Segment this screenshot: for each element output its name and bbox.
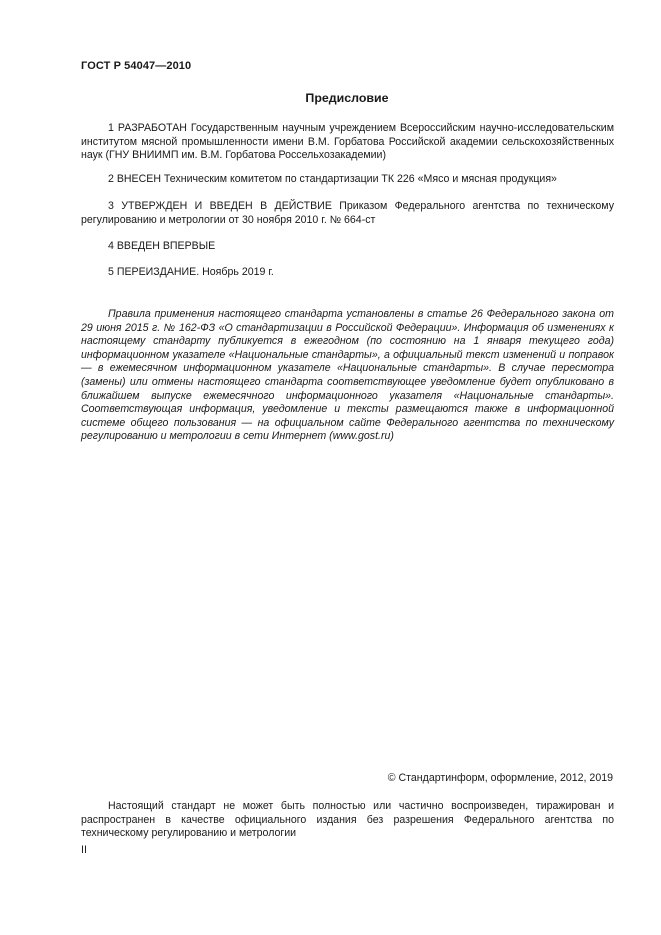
application-rules-notice: Правила применения настоящего стандарта установлены в статье 26 Федерального закона от 29 июня 2015 г. № 162-ФЗ «О стандартизации в Российской Федерации». Информация об изменениях к настоящему стандарту публикуется в ежегодном (по состоянию на 1 января текущего года) информационном указателе «Национальные стандарты», а официальный текст изменений и поправок — в ежемесячном информационном указателе «Национальные стандарты». В случае пересмотра (замены) или отмены настоящего стандарта соответствующее уведомление будет опубликовано в ближайшем выпуске ежемесячного информационного указателя «Национальные стандарты». Соответствующая информация, уведомление и тексты размещаются также в информационной системе общего пользования — на официальном сайте Федерального агентства по техническому регулированию и метрологии в сети Интернет (www.gost.ru) <box>81 308 614 443</box>
foreword-item-5: 5 ПЕРЕИЗДАНИЕ. Ноябрь 2019 г. <box>108 266 274 278</box>
standard-code: ГОСТ Р 54047—2010 <box>81 60 192 72</box>
foreword-item-1: 1 РАЗРАБОТАН Государственным научным учреждением Всероссийским научно-исследовательским институтом мясной промышленности имени В.М. Горбатова Российской академии сельскохозяйственных наук (ГНУ ВНИИМП им. В.М. Горбатова Россельхозакадемии) <box>81 122 614 162</box>
reproduction-rights-notice: Настоящий стандарт не может быть полностью или частично воспроизведен, тиражирован и распространен в качестве официального издания без разрешения Федерального агентства по техническому регулированию и метрологии <box>81 800 614 840</box>
foreword-item-4: 4 ВВЕДЕН ВПЕРВЫЕ <box>108 240 216 252</box>
foreword-item-2: 2 ВНЕСЕН Техническим комитетом по стандартизации ТК 226 «Мясо и мясная продукция» <box>108 173 557 185</box>
foreword-item-3: 3 УТВЕРЖДЕН И ВВЕДЕН В ДЕЙСТВИЕ Приказом Федерального агентства по техническому регулированию и метрологии от 30 ноября 2010 г. № 664-ст <box>81 200 614 226</box>
page-number: II <box>81 844 87 856</box>
foreword-title: Предисловие <box>305 91 389 105</box>
copyright-line: © Стандартинформ, оформление, 2012, 2019 <box>387 772 613 784</box>
